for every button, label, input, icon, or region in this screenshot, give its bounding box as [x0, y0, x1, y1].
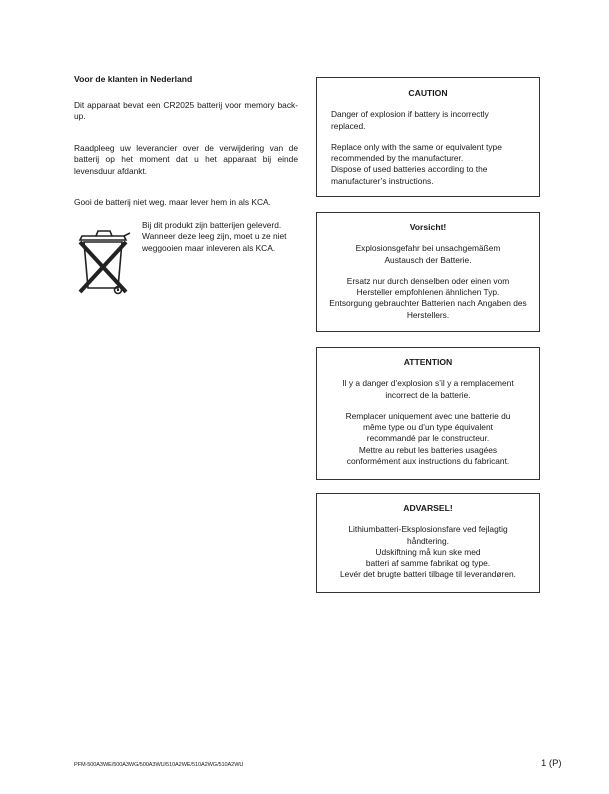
vorsicht-line-3: Entsorgung gebrauchter Batterien nach Angaben des Herstellers.: [329, 298, 527, 320]
crossed-out-wheelie-bin-icon: [74, 224, 134, 296]
vorsicht-box: [316, 212, 540, 332]
caution-line-1: Danger of explosion if battery is incorrectly replaced.: [331, 109, 489, 131]
attention-title: ATTENTION: [403, 357, 453, 367]
attention-box: [316, 347, 540, 480]
caution-box: [316, 77, 540, 197]
dutch-heading: Voor de klanten in Nederland: [74, 74, 193, 84]
advarsel-title: ADVARSEL!: [403, 503, 453, 513]
advarsel-box: [316, 493, 540, 593]
dutch-notice: [74, 74, 298, 300]
vorsicht-line-1: Explosionsgefahr bei unsachgemäßem Austausch der Batterie.: [355, 243, 501, 265]
attention-line-3: Mettre au rebut les batteries usagées conformément aux instructions du fabricant.: [346, 444, 510, 467]
page-number: 1 (P): [541, 758, 562, 769]
attention-line-2: Remplacer uniquement avec une batterie du même type ou d’un type équivalent recommandé par le constructeur.: [345, 410, 511, 444]
advarsel-line-2: Udskiftning må kun ske med batteri af samme fabrikat og type.: [365, 546, 491, 569]
dutch-paragraph-2: Raadpleeg uw leverancier over de verwijdering van de batterij op het moment dat u het apparaat bij einde levensduur afdankt.: [74, 142, 298, 176]
attention-line-1: Il y a danger d’explosion s’il y a remplacement incorrect de la batterie.: [342, 378, 514, 400]
vorsicht-line-2: Ersatz nur durch denselben oder einen vom Hersteller empfohlenen ähnlichen Typ.: [346, 275, 510, 298]
caution-title: CAUTION: [408, 88, 448, 98]
vorsicht-title: Vorsicht!: [409, 222, 447, 232]
bin-notice: [74, 220, 298, 300]
dutch-paragraph-3: Gooi de batterij niet weg. maar lever hem in als KCA.: [74, 197, 271, 207]
advarsel-line-3: Levér det brugte batteri tilbage til leverandøren.: [340, 569, 516, 580]
advarsel-line-1: Lithiumbatteri-Eksplosionsfare ved fejlagtig håndtering.: [348, 524, 508, 546]
dutch-paragraph-1: Dit apparaat bevat een CR2025 batterij voor memory back-up.: [74, 99, 298, 121]
caution-line-3: Dispose of used batteries according to the manufacturer’s instructions.: [331, 164, 488, 186]
footer-model-numbers: PFM-500A3WE/500A3WG/500A3WU/510A2WE/510A2WG/510A2WU: [74, 762, 244, 768]
caution-line-2: Replace only with the same or equivalent type recommended by the manufacturer.: [331, 141, 502, 164]
bin-text: Bij dit produkt zijn batterijen geleverd. Wanneer deze leeg zijn, moet u ze niet weggooien maar inleveren als KCA.: [142, 219, 287, 253]
